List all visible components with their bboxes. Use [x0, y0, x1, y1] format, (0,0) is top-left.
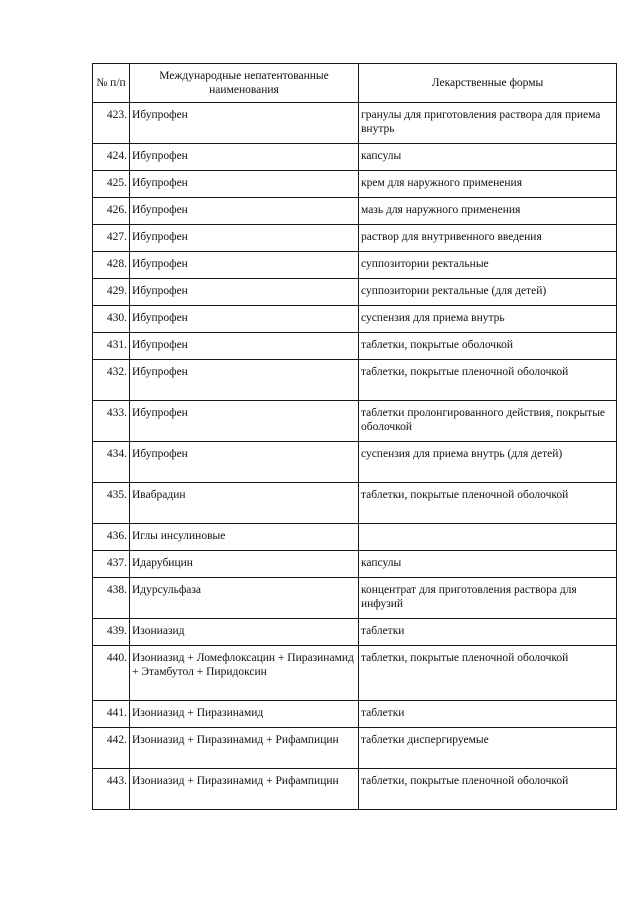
table-body — [93, 103, 617, 810]
row-number: 430. — [93, 306, 130, 333]
table-row — [93, 701, 617, 728]
table-row — [93, 360, 617, 401]
row-number: 442. — [93, 728, 130, 769]
inn-name-cell: Иглы инсулиновые — [130, 524, 359, 551]
table-row — [93, 279, 617, 306]
row-number: 426. — [93, 198, 130, 225]
row-number: 424. — [93, 144, 130, 171]
table-row — [93, 171, 617, 198]
row-number: 427. — [93, 225, 130, 252]
row-number: 439. — [93, 619, 130, 646]
dosage-form-cell: таблетки — [359, 701, 617, 728]
dosage-form-cell — [359, 524, 617, 551]
dosage-form-cell: гранулы для приготовления раствора для приема внутрь — [359, 103, 617, 144]
dosage-form-cell: таблетки, покрытые оболочкой — [359, 333, 617, 360]
row-number: 440. — [93, 646, 130, 701]
inn-name-cell: Ибупрофен — [130, 252, 359, 279]
table-header-row — [93, 64, 617, 103]
table-row — [93, 646, 617, 701]
table-row — [93, 551, 617, 578]
row-number: 432. — [93, 360, 130, 401]
dosage-form-cell: таблетки, покрытые пленочной оболочкой — [359, 483, 617, 524]
row-number: 425. — [93, 171, 130, 198]
inn-name-cell: Ибупрофен — [130, 442, 359, 483]
table-row — [93, 483, 617, 524]
table-row — [93, 769, 617, 810]
row-number: 437. — [93, 551, 130, 578]
table-row — [93, 103, 617, 144]
inn-name-cell: Ибупрофен — [130, 225, 359, 252]
table-row — [93, 728, 617, 769]
dosage-form-cell: суппозитории ректальные — [359, 252, 617, 279]
table-row — [93, 252, 617, 279]
dosage-form-cell: раствор для внутривенного введения — [359, 225, 617, 252]
dosage-form-cell: капсулы — [359, 144, 617, 171]
inn-name-cell: Изониазид — [130, 619, 359, 646]
dosage-form-cell: таблетки — [359, 619, 617, 646]
row-number: 438. — [93, 578, 130, 619]
row-number: 436. — [93, 524, 130, 551]
inn-name-cell: Ибупрофен — [130, 198, 359, 225]
header-number: № п/п — [93, 64, 130, 103]
row-number: 441. — [93, 701, 130, 728]
inn-name-cell: Ибупрофен — [130, 360, 359, 401]
inn-name-cell: Ибупрофен — [130, 279, 359, 306]
inn-name-cell: Ибупрофен — [130, 401, 359, 442]
inn-name-cell: Изониазид + Ломефлоксацин + Пиразинамид + Этамбутол + Пиридоксин — [130, 646, 359, 701]
row-number: 435. — [93, 483, 130, 524]
table-row — [93, 225, 617, 252]
row-number: 431. — [93, 333, 130, 360]
inn-name-cell: Ибупрофен — [130, 306, 359, 333]
dosage-form-cell: концентрат для приготовления раствора для инфузий — [359, 578, 617, 619]
header-inn-name: Международные непатентованные наименования — [130, 64, 359, 103]
header-dosage-forms: Лекарственные формы — [359, 64, 617, 103]
inn-name-cell: Идурсульфаза — [130, 578, 359, 619]
row-number: 423. — [93, 103, 130, 144]
dosage-form-cell: суспензия для приема внутрь — [359, 306, 617, 333]
dosage-form-cell: таблетки, покрытые пленочной оболочкой — [359, 360, 617, 401]
inn-name-cell: Ивабрадин — [130, 483, 359, 524]
table-row — [93, 524, 617, 551]
table-row — [93, 144, 617, 171]
inn-name-cell: Изониазид + Пиразинамид + Рифампицин — [130, 769, 359, 810]
inn-name-cell: Изониазид + Пиразинамид + Рифампицин — [130, 728, 359, 769]
dosage-form-cell: таблетки, покрытые пленочной оболочкой — [359, 646, 617, 701]
row-number: 433. — [93, 401, 130, 442]
dosage-form-cell: мазь для наружного применения — [359, 198, 617, 225]
table-row — [93, 306, 617, 333]
row-number: 428. — [93, 252, 130, 279]
dosage-form-cell: капсулы — [359, 551, 617, 578]
dosage-form-cell: таблетки пролонгированного действия, покрытые оболочкой — [359, 401, 617, 442]
inn-name-cell: Ибупрофен — [130, 144, 359, 171]
inn-name-cell: Ибупрофен — [130, 171, 359, 198]
inn-name-cell: Идарубицин — [130, 551, 359, 578]
table-row — [93, 442, 617, 483]
table-row — [93, 578, 617, 619]
table-row — [93, 333, 617, 360]
dosage-form-cell: суппозитории ректальные (для детей) — [359, 279, 617, 306]
row-number: 429. — [93, 279, 130, 306]
table-row — [93, 619, 617, 646]
table-row — [93, 401, 617, 442]
dosage-form-cell: суспензия для приема внутрь (для детей) — [359, 442, 617, 483]
inn-name-cell: Ибупрофен — [130, 103, 359, 144]
inn-name-cell: Ибупрофен — [130, 333, 359, 360]
row-number: 434. — [93, 442, 130, 483]
dosage-form-cell: таблетки диспергируемые — [359, 728, 617, 769]
drug-forms-table — [92, 63, 617, 810]
dosage-form-cell: крем для наружного применения — [359, 171, 617, 198]
row-number: 443. — [93, 769, 130, 810]
table-row — [93, 198, 617, 225]
dosage-form-cell: таблетки, покрытые пленочной оболочкой — [359, 769, 617, 810]
inn-name-cell: Изониазид + Пиразинамид — [130, 701, 359, 728]
